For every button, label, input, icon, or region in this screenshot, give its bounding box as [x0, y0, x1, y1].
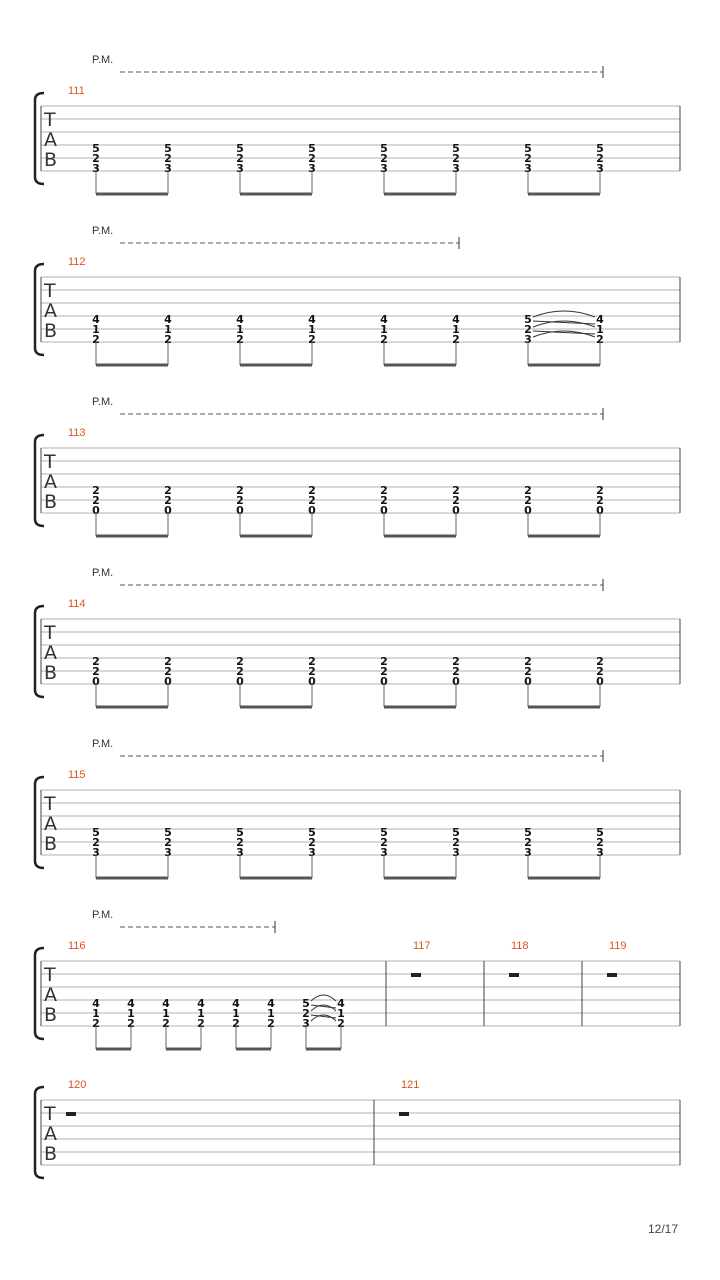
fret-number: 2: [92, 1017, 100, 1030]
tab-clef-letter: A: [44, 471, 57, 493]
tab-system: [35, 225, 680, 365]
fret-number: 0: [452, 504, 460, 517]
fret-number: 2: [162, 1017, 170, 1030]
measure-number: 119: [609, 940, 627, 952]
fret-number: 3: [524, 333, 532, 346]
fret-number: 2: [452, 494, 460, 507]
fret-number: 3: [92, 162, 100, 175]
fret-number: 2: [164, 484, 172, 497]
fret-number: 5: [524, 826, 532, 839]
measure-number: 115: [68, 769, 86, 781]
fret-number: 1: [452, 323, 460, 336]
fret-number: 1: [162, 1007, 170, 1020]
fret-number: 2: [452, 333, 460, 346]
tab-clef-letter: A: [44, 813, 57, 835]
fret-number: 2: [308, 152, 316, 165]
fret-number: 2: [452, 152, 460, 165]
fret-number: 1: [337, 1007, 345, 1020]
fret-number: 1: [380, 323, 388, 336]
fret-number: 2: [380, 655, 388, 668]
fret-number: 4: [127, 997, 135, 1010]
whole-rest: [411, 973, 421, 977]
fret-number: 5: [524, 142, 532, 155]
tab-clef-letter: A: [44, 1123, 57, 1145]
fret-number: 5: [308, 142, 316, 155]
fret-number: 3: [308, 846, 316, 859]
fret-number: 0: [596, 504, 604, 517]
fret-number: 5: [596, 826, 604, 839]
tab-system: [35, 396, 680, 536]
fret-number: 0: [596, 675, 604, 688]
fret-number: 0: [380, 504, 388, 517]
fret-number: 1: [92, 323, 100, 336]
tab-clef-letter: A: [44, 642, 57, 664]
fret-number: 1: [127, 1007, 135, 1020]
fret-number: 3: [524, 162, 532, 175]
fret-number: 3: [452, 846, 460, 859]
fret-number: 2: [236, 333, 244, 346]
measure-number: 121: [401, 1079, 420, 1091]
tab-clef-letter: B: [44, 491, 58, 513]
fret-number: 4: [92, 313, 100, 326]
system-bracket: [35, 1087, 44, 1178]
measure-number: 114: [68, 598, 86, 610]
fret-number: 4: [380, 313, 388, 326]
fret-number: 1: [164, 323, 172, 336]
fret-number: 5: [164, 826, 172, 839]
fret-number: 2: [596, 494, 604, 507]
system-bracket: [35, 435, 44, 526]
tab-clef-letter: B: [44, 1004, 58, 1026]
fret-number: 2: [308, 836, 316, 849]
fret-number: 4: [267, 997, 275, 1010]
fret-number: 5: [302, 997, 310, 1010]
fret-number: 0: [308, 675, 316, 688]
tab-clef-letter: B: [44, 1143, 58, 1165]
fret-number: 0: [524, 504, 532, 517]
fret-number: 1: [308, 323, 316, 336]
fret-number: 2: [524, 484, 532, 497]
fret-number: 2: [308, 665, 316, 678]
system-bracket: [35, 93, 44, 184]
fret-number: 4: [337, 997, 345, 1010]
fret-number: 0: [308, 504, 316, 517]
fret-number: 0: [380, 675, 388, 688]
measure-number: 120: [68, 1079, 87, 1091]
fret-number: 2: [452, 484, 460, 497]
fret-number: 2: [452, 665, 460, 678]
fret-number: 2: [92, 494, 100, 507]
fret-number: 2: [236, 665, 244, 678]
fret-number: 0: [164, 675, 172, 688]
fret-number: 3: [380, 162, 388, 175]
fret-number: 2: [524, 665, 532, 678]
fret-number: 4: [92, 997, 100, 1010]
fret-number: 1: [232, 1007, 240, 1020]
tab-clef-letter: B: [44, 833, 58, 855]
fret-number: 2: [197, 1017, 205, 1030]
fret-number: 2: [92, 836, 100, 849]
fret-number: 1: [236, 323, 244, 336]
fret-number: 2: [524, 323, 532, 336]
fret-number: 3: [302, 1017, 310, 1030]
fret-number: 0: [164, 504, 172, 517]
fret-number: 2: [380, 484, 388, 497]
tab-clef-letter: T: [44, 622, 56, 644]
fret-number: 1: [267, 1007, 275, 1020]
fret-number: 2: [164, 333, 172, 346]
tab-clef-letter: T: [44, 793, 56, 815]
fret-number: 2: [524, 655, 532, 668]
fret-number: 5: [452, 142, 460, 155]
fret-number: 2: [92, 655, 100, 668]
fret-number: 4: [452, 313, 460, 326]
measure-number: 116: [68, 940, 86, 952]
tab-clef-letter: T: [44, 280, 56, 302]
fret-number: 2: [524, 494, 532, 507]
fret-number: 3: [596, 846, 604, 859]
fret-number: 5: [164, 142, 172, 155]
fret-number: 5: [308, 826, 316, 839]
fret-number: 5: [236, 142, 244, 155]
fret-number: 5: [92, 826, 100, 839]
page-number: 12/17: [647, 1222, 678, 1236]
fret-number: 3: [452, 162, 460, 175]
fret-number: 4: [162, 997, 170, 1010]
fret-number: 4: [596, 313, 604, 326]
system-bracket: [35, 606, 44, 697]
fret-number: 2: [596, 333, 604, 346]
whole-rest: [66, 1112, 76, 1116]
fret-number: 5: [596, 142, 604, 155]
system-bracket: [35, 777, 44, 868]
palm-mute-label: P.M.: [92, 738, 114, 750]
fret-number: 2: [236, 152, 244, 165]
fret-number: 2: [380, 333, 388, 346]
fret-number: 0: [92, 504, 100, 517]
tab-clef-letter: B: [44, 320, 58, 342]
fret-number: 2: [596, 655, 604, 668]
fret-number: 4: [164, 313, 172, 326]
fret-number: 4: [232, 997, 240, 1010]
fret-number: 3: [236, 846, 244, 859]
fret-number: 1: [92, 1007, 100, 1020]
fret-number: 3: [524, 846, 532, 859]
tab-clef-letter: A: [44, 129, 57, 151]
measure-number: 113: [68, 427, 86, 439]
fret-number: 2: [92, 484, 100, 497]
fret-number: 0: [524, 675, 532, 688]
fret-number: 2: [380, 665, 388, 678]
fret-number: 1: [596, 323, 604, 336]
tab-clef-letter: T: [44, 1103, 56, 1125]
tab-clef-letter: T: [44, 964, 56, 986]
tab-clef-letter: B: [44, 149, 58, 171]
palm-mute-label: P.M.: [92, 54, 114, 66]
fret-number: 2: [302, 1007, 310, 1020]
tab-system: [35, 909, 680, 1049]
fret-number: 2: [380, 494, 388, 507]
tab-clef-letter: A: [44, 300, 57, 322]
fret-number: 2: [127, 1017, 135, 1030]
palm-mute-label: P.M.: [92, 909, 114, 921]
fret-number: 2: [452, 836, 460, 849]
fret-number: 2: [267, 1017, 275, 1030]
fret-number: 5: [380, 826, 388, 839]
fret-number: 3: [596, 162, 604, 175]
fret-number: 4: [197, 997, 205, 1010]
tab-system: [35, 54, 680, 194]
tab-clef-letter: A: [44, 984, 57, 1006]
fret-number: 2: [452, 655, 460, 668]
fret-number: 2: [236, 655, 244, 668]
fret-number: 2: [232, 1017, 240, 1030]
tab-system: [35, 738, 680, 878]
fret-number: 1: [197, 1007, 205, 1020]
fret-number: 2: [308, 655, 316, 668]
fret-number: 0: [92, 675, 100, 688]
tab-clef-letter: T: [44, 109, 56, 131]
fret-number: 2: [236, 484, 244, 497]
fret-number: 3: [308, 162, 316, 175]
fret-number: 2: [308, 484, 316, 497]
fret-number: 3: [164, 162, 172, 175]
tab-clef-letter: T: [44, 451, 56, 473]
fret-number: 2: [337, 1017, 345, 1030]
fret-number: 0: [236, 675, 244, 688]
palm-mute-label: P.M.: [92, 225, 114, 237]
fret-number: 2: [164, 655, 172, 668]
whole-rest: [399, 1112, 409, 1116]
fret-number: 2: [524, 836, 532, 849]
fret-number: 4: [236, 313, 244, 326]
fret-number: 2: [164, 152, 172, 165]
measure-number: 117: [413, 940, 431, 952]
fret-number: 2: [380, 836, 388, 849]
fret-number: 2: [236, 494, 244, 507]
fret-number: 2: [380, 152, 388, 165]
fret-number: 2: [92, 665, 100, 678]
fret-number: 2: [308, 333, 316, 346]
fret-number: 2: [164, 665, 172, 678]
measure-number: 112: [68, 256, 86, 268]
fret-number: 5: [92, 142, 100, 155]
system-bracket: [35, 948, 44, 1039]
tab-clef-letter: B: [44, 662, 58, 684]
whole-rest: [607, 973, 617, 977]
fret-number: 2: [164, 836, 172, 849]
measure-number: 118: [511, 940, 529, 952]
fret-number: 0: [236, 504, 244, 517]
system-bracket: [35, 264, 44, 355]
fret-number: 2: [236, 836, 244, 849]
tab-system: [35, 567, 680, 707]
fret-number: 2: [596, 836, 604, 849]
fret-number: 0: [452, 675, 460, 688]
fret-number: 4: [308, 313, 316, 326]
fret-number: 2: [524, 152, 532, 165]
fret-number: 2: [92, 152, 100, 165]
fret-number: 3: [92, 846, 100, 859]
whole-rest: [509, 973, 519, 977]
fret-number: 3: [164, 846, 172, 859]
fret-number: 5: [236, 826, 244, 839]
fret-number: 3: [236, 162, 244, 175]
tab-system: [35, 1079, 680, 1178]
palm-mute-label: P.M.: [92, 396, 114, 408]
fret-number: 3: [380, 846, 388, 859]
fret-number: 2: [596, 152, 604, 165]
fret-number: 5: [380, 142, 388, 155]
fret-number: 2: [596, 484, 604, 497]
palm-mute-label: P.M.: [92, 567, 114, 579]
fret-number: 5: [524, 313, 532, 326]
fret-number: 2: [596, 665, 604, 678]
fret-number: 2: [164, 494, 172, 507]
fret-number: 2: [308, 494, 316, 507]
measure-number: 111: [68, 85, 85, 97]
fret-number: 2: [92, 333, 100, 346]
fret-number: 5: [452, 826, 460, 839]
